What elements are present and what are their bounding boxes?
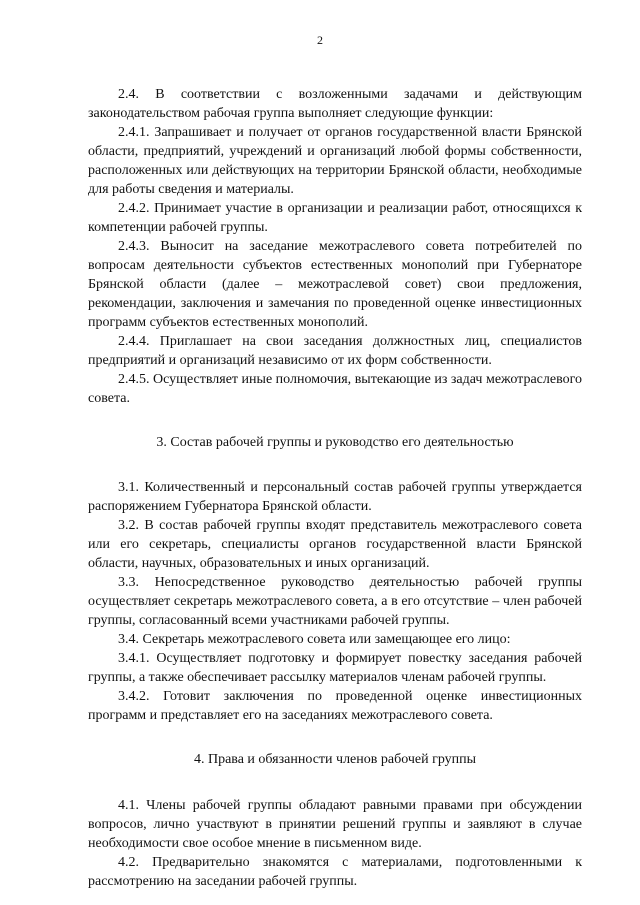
- paragraph-3-1: 3.1. Количественный и персональный состав рабочей группы утверждается распоряжением Губернатора Брянской области.: [88, 480, 582, 514]
- document-body: [88, 85, 582, 891]
- paragraph-3-2: 3.2. В состав рабочей группы входят представитель межотраслевого совета или его секретарь, специалисты органов государственной власти Брянской области, научных, образовательных и иных организаций.: [88, 518, 582, 571]
- section-4-list: [88, 796, 582, 891]
- paragraph-4-2: 4.2. Предварительно знакомятся с материалами, подготовленными к рассмотрению на заседании рабочей группы.: [88, 855, 582, 889]
- section-3-heading: 3. Состав рабочей группы и руководство его деятельностью: [156, 435, 514, 450]
- paragraph-2-4-1: 2.4.1. Запрашивает и получает от органов государственной власти Брянской области, предприятий, учреждений и организаций любой формы собственности, расположенных или действующих на территории Брянской области, необходимые для работы сведения и материалы.: [88, 125, 582, 197]
- paragraph-2-4-4: 2.4.4. Приглашает на свои заседания должностных лиц, специалистов предприятий и организаций независимо от их форм собственности.: [88, 334, 582, 368]
- paragraph-3-4: 3.4. Секретарь межотраслевого совета или замещающее его лицо:: [118, 632, 511, 647]
- section-3-list: [88, 478, 582, 725]
- paragraph-3-4-2: 3.4.2. Готовит заключения по проведенной оценке инвестиционных программ и представляет его на заседаниях межотраслевого совета.: [88, 689, 582, 723]
- section-2-list: [88, 85, 582, 408]
- paragraph-2-4-2: 2.4.2. Принимает участие в организации и реализации работ, относящихся к компетенции рабочей группы.: [88, 201, 582, 235]
- page-number: 2: [317, 33, 323, 47]
- paragraph-2-4: 2.4. В соответствии с возложенными задачами и действующим законодательством рабочая группа выполняет следующие функции:: [88, 87, 582, 121]
- paragraph-2-4-5: 2.4.5. Осуществляет иные полномочия, вытекающие из задач межотраслевого совета.: [88, 372, 582, 406]
- paragraph-3-3: 3.3. Непосредственное руководство деятельностью рабочей группы осуществляет секретарь межотраслевого совета, а в его отсутствие – член рабочей группы, согласованный всеми участниками рабочей группы.: [88, 575, 582, 628]
- section-4-heading: 4. Права и обязанности членов рабочей группы: [193, 752, 477, 767]
- paragraph-4-1: 4.1. Члены рабочей группы обладают равными правами при обсуждении вопросов, лично участвуют в принятии решений группы и заявляют в случае необходимости свое особое мнение в письменном виде.: [88, 798, 582, 851]
- paragraph-3-4-1: 3.4.1. Осуществляет подготовку и формирует повестку заседания рабочей группы, а также обеспечивает рассылку материалов членам рабочей группы.: [88, 651, 582, 685]
- paragraph-2-4-3: 2.4.3. Выносит на заседание межотраслевого совета потребителей по вопросам деятельности субъектов естественных монополий при Губернаторе Брянской области (далее – межотраслевой совет) свои предложения, рекомендации, заключения и замечания по проведенной оценке инвестиционных программ субъектов естественных монополий.: [88, 239, 582, 330]
